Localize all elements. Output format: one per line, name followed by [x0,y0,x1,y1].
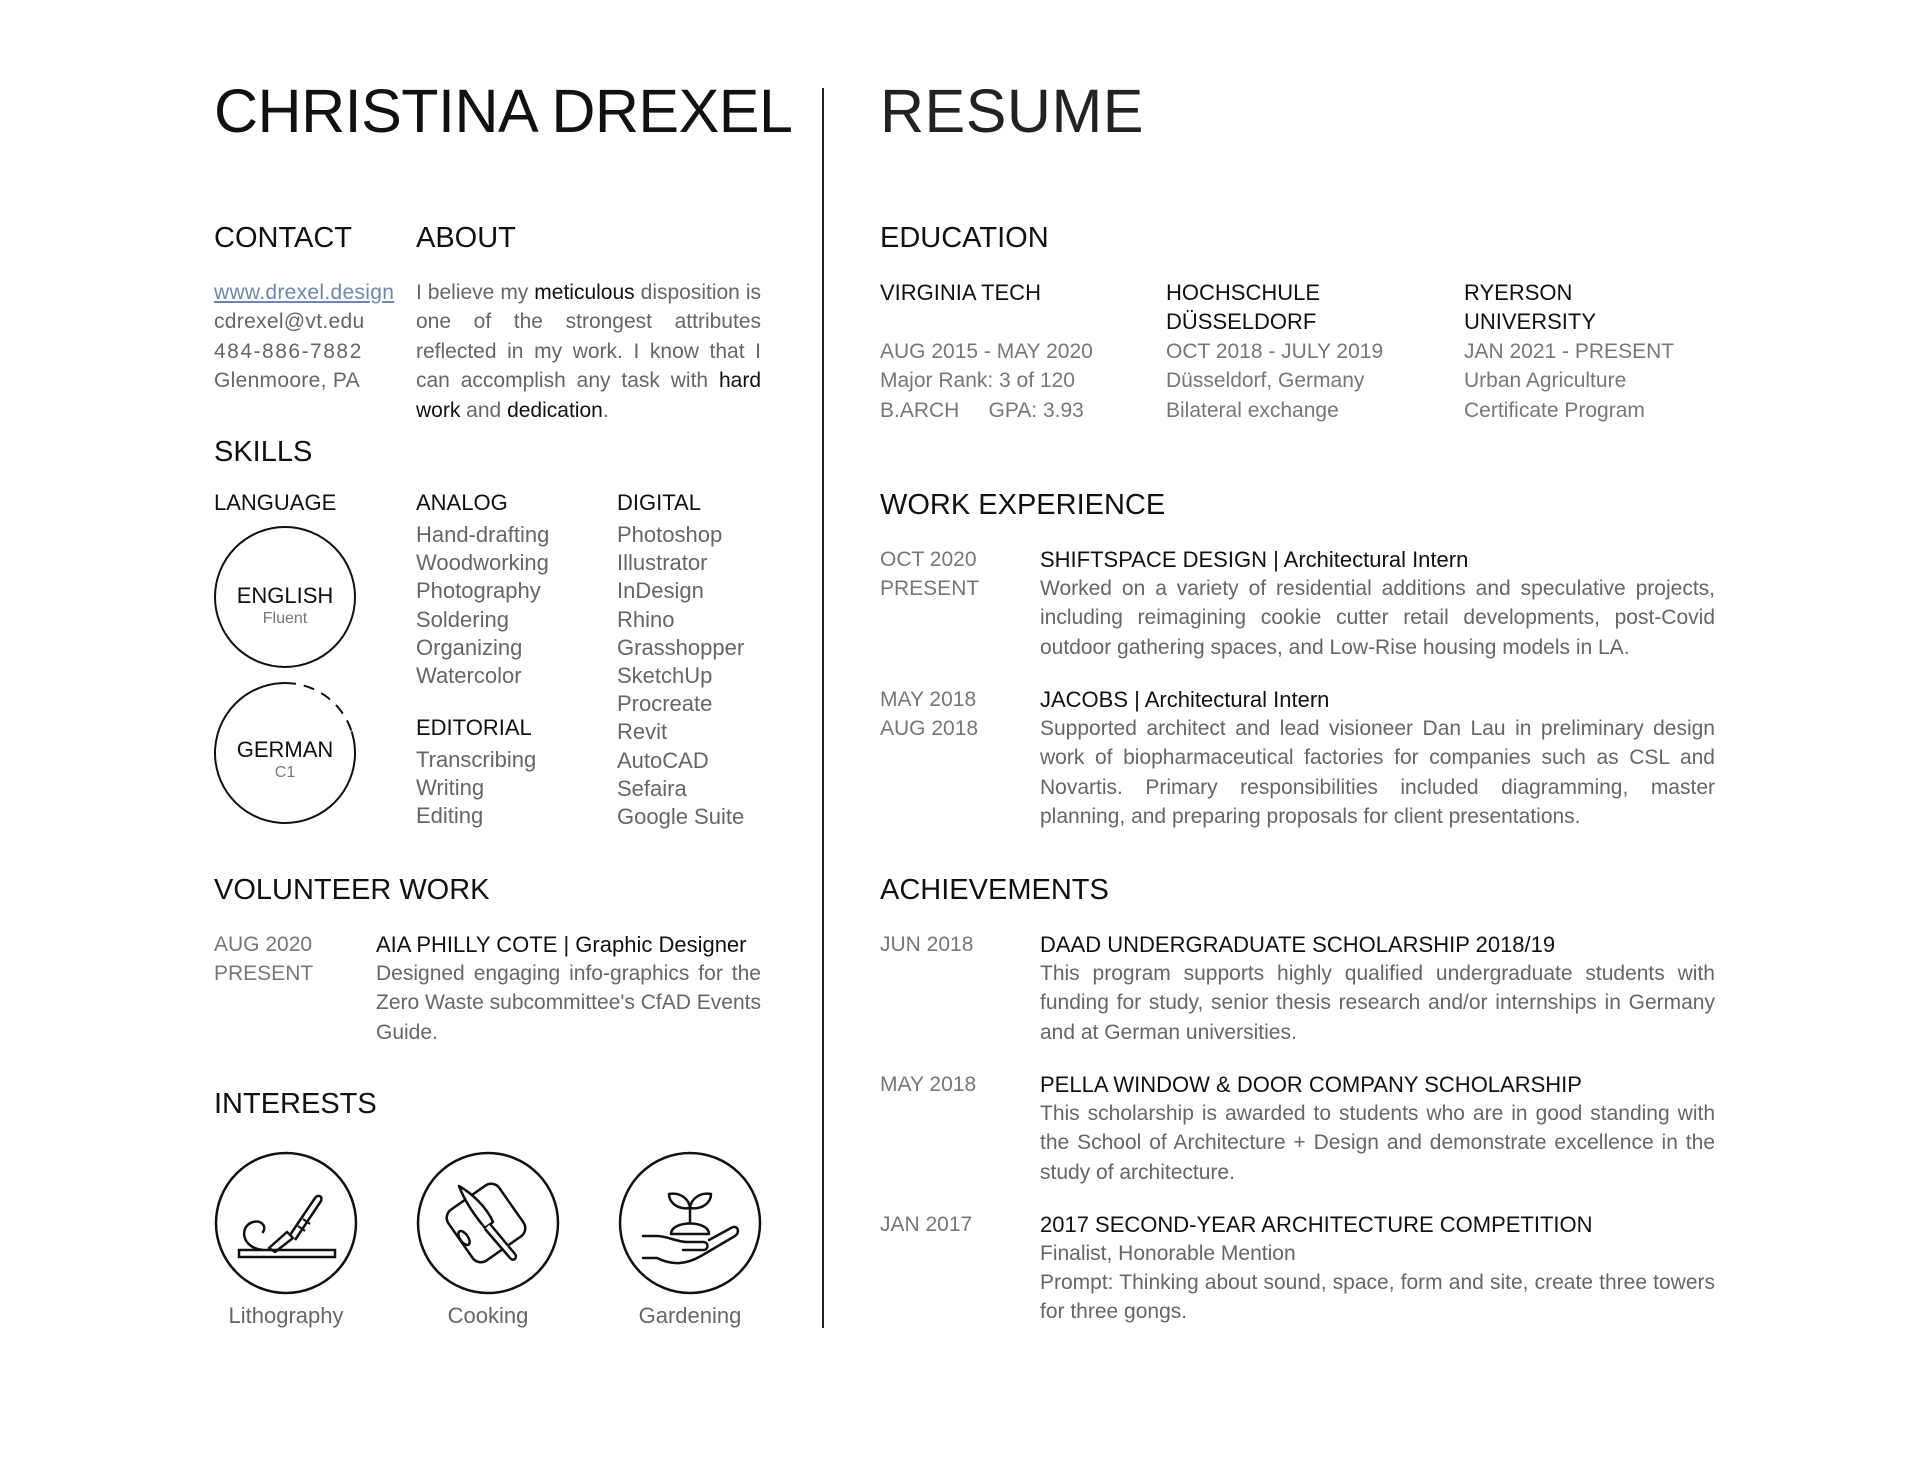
cooking-icon [415,1150,561,1296]
education-school-virginia-tech: VIRGINIA TECH AUG 2015 - MAY 2020 Major Rank: 3 of 120 B.ARCH GPA: 3.93 [880,280,1093,422]
digital-skill-item: Grasshopper [617,634,745,660]
education-heading: EDUCATION [880,222,1049,254]
achievement-pella-description: This scholarship is awarded to students who are in good standing with the School of Architecture + Design and demonstrate excellence in the study of architecture. [1040,1102,1715,1184]
volunteer-heading: VOLUNTEER WORK [214,874,490,906]
interests-heading: INTERESTS [214,1088,377,1120]
digital-skill-item: Google Suite [617,804,745,830]
vertical-divider [822,88,824,1328]
volunteer-dates: AUG 2020 PRESENT [214,933,314,986]
analog-skill-item: Organizing [416,634,523,660]
achievement-pella-date: MAY 2018 [880,1073,977,1096]
digital-skill-item: Illustrator [617,550,708,576]
digital-skills-list [617,521,744,831]
language-german-name: GERMAN [236,737,334,762]
phone: 484-886-7882 [214,339,363,363]
digital-skill-item: Procreate [617,691,713,717]
language-german-badge [214,682,356,824]
resume-title: RESUME [880,77,1144,145]
analog-heading: ANALOG [416,490,508,515]
job-jacobs-description: Supported architect and lead visioneer Dan Lau in preliminary design work of biopharmaceutical factories for companies such as CSL and Novartis. Primary responsibilities included diagramming, master planning, and preparing proposals for client presentations. [1040,717,1715,829]
achievements-heading: ACHIEVEMENTS [880,874,1109,906]
achievement-daad-title: DAAD UNDERGRADUATE SCHOLARSHIP 2018/19 [1040,932,1556,957]
language-english-name: ENGLISH [236,583,334,608]
language-english-badge [214,526,356,668]
website-link[interactable]: www.drexel.design [214,281,395,304]
location: Glenmoore, PA [214,369,360,393]
gardening-icon [617,1150,763,1296]
analog-skill-item: Woodworking [416,550,549,576]
language-heading: LANGUAGE [214,490,337,515]
editorial-skills-list [416,746,536,831]
digital-skill-item: SketchUp [617,663,713,689]
education-school-hochschule: HOCHSCHULE DÜSSELDORF OCT 2018 - JULY 2019 Düsseldorf, Germany Bilateral exchange [1166,280,1384,422]
job-jacobs-title: JACOBS | Architectural Intern [1040,687,1330,712]
about-text: I believe my meticulous disposition is one of the strongest attributes reflected in my work. I know that I can accomplish any task with hard work and dedication. [416,281,761,422]
lithography-icon [213,1150,359,1296]
interest-label-gardening: Gardening [638,1303,742,1328]
volunteer-title: AIA PHILLY COTE | Graphic Designer [376,932,747,957]
education-school-ryerson: RYERSON UNIVERSITY JAN 2021 - PRESENT Urban Agriculture Certificate Program [1464,280,1675,422]
about-bold-meticulous: meticulous [534,281,635,304]
work-heading: WORK EXPERIENCE [880,489,1166,521]
achievement-competition-title: 2017 SECOND-YEAR ARCHITECTURE COMPETITION [1040,1212,1593,1237]
contact-block [214,278,404,396]
analog-skill-item: Hand-drafting [416,522,550,547]
candidate-name: CHRISTINA DREXEL [214,77,793,145]
job-shiftspace-dates: OCT 2020 PRESENT [880,548,980,601]
digital-heading: DIGITAL [617,490,701,515]
digital-skill-item: Photoshop [617,522,723,547]
contact-heading: CONTACT [214,222,353,254]
language-german-level: C1 [274,764,296,781]
achievement-pella-title: PELLA WINDOW & DOOR COMPANY SCHOLARSHIP [1040,1072,1582,1097]
editorial-skill-item: Editing [416,803,484,829]
achievement-daad-description: This program supports highly qualified undergraduate students with funding for study, senior thesis research and/or internships in Germany and at German universities. [1040,962,1715,1044]
job-shiftspace-description: Worked on a variety of residential additions and speculative projects, including reimagining cookie cutter retail developments, post-Covid outdoor gathering spaces, and Low-Rise housing models in LA. [1040,577,1715,659]
achievement-competition-award: Finalist, Honorable Mention [1040,1242,1296,1265]
digital-skill-item: Revit [617,719,668,745]
volunteer-description: Designed engaging info-graphics for the Zero Waste subcommittee's CfAD Events Guide. [376,962,761,1044]
editorial-skill-item: Writing [416,775,485,801]
language-english-level: Fluent [262,610,308,627]
analog-skill-item: Soldering [416,606,509,632]
interest-label-cooking: Cooking [447,1303,529,1328]
achievement-competition-description: Prompt: Thinking about sound, space, form and site, create three towers for three gongs. [1040,1271,1715,1324]
editorial-heading: EDITORIAL [416,715,532,740]
digital-skill-item: InDesign [617,578,704,604]
digital-skill-item: Rhino [617,606,675,632]
achievement-daad-date: JUN 2018 [880,933,974,956]
about-bold-hard-work: hard work [416,369,761,422]
email[interactable]: cdrexel@vt.edu [214,310,365,334]
achievement-competition-date: JAN 2017 [880,1213,973,1236]
job-jacobs-dates: MAY 2018 AUG 2018 [880,688,979,741]
analog-skill-item: Photography [416,578,541,604]
digital-skill-item: Sefaira [617,775,687,801]
job-shiftspace-title: SHIFTSPACE DESIGN | Architectural Intern [1040,547,1469,572]
editorial-skill-item: Transcribing [416,747,537,772]
skills-heading: SKILLS [214,436,313,468]
analog-skill-item: Watercolor [416,663,522,689]
analog-skills-list [416,521,549,690]
about-bold-dedication: dedication [507,398,603,422]
about-heading: ABOUT [416,222,516,254]
interest-label-lithography: Lithography [228,1303,344,1328]
digital-skill-item: AutoCAD [617,747,709,773]
